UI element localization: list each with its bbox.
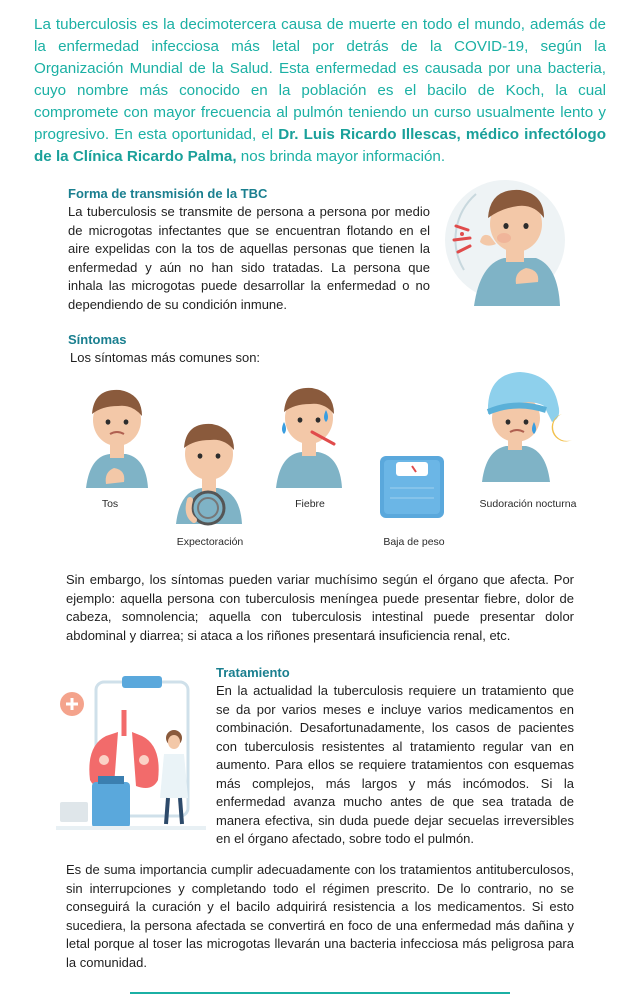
- symptom-label-fever: Fiebre: [295, 498, 325, 510]
- symptoms-body: Sin embargo, los síntomas pueden variar muchísimo según el órgano que afecta. Por ejemplo: aquella persona con tuberculosis meníngea puede presentar fiebre, dolor de cabeza, somnolencia; aquella con tuberculosis intestinal puede presentar dolor abdominal y diarrea; si ataca a los riñones presentará insuficiencia renal, etc.: [66, 572, 574, 643]
- symptoms-heading: Síntomas: [68, 332, 127, 347]
- symptom-label-weight-loss: Baja de peso: [383, 536, 445, 548]
- treatment-heading: Tratamiento: [216, 665, 290, 680]
- expectoration-icon: [172, 418, 246, 526]
- bottom-divider: [130, 992, 510, 994]
- intro-text-end: nos brinda mayor información.: [236, 148, 446, 165]
- symptom-label-cough: Tos: [101, 498, 119, 510]
- cough-icon: [80, 384, 154, 490]
- symptom-label-night-sweats: Sudoración nocturna: [479, 498, 577, 510]
- symptoms-lead: Los síntomas más comunes son:: [70, 350, 261, 365]
- coughing-boy-icon: [440, 172, 570, 308]
- fever-icon: [272, 382, 346, 490]
- symptom-label-expectoration: Expectoración: [176, 536, 244, 548]
- treatment-body: En la actualidad la tuberculosis requiere un tratamiento que se da por varios meses e incluye varios medicamentos en combinación. Desafortunadamente, los casos de pacientes con tuberculosis resistentes al tratamiento regular van en aumento. Para ellos se requiere tratamientos con esquemas más complejos, más largos y más incómodos. Si la enfermedad avanza mucho antes de que sea tratada de manera efectiva, sin duda puede dejar secuelas irreversibles en el órgano afectado, sobre todo el pulmón.: [216, 683, 574, 846]
- closing-paragraph: Es de suma importancia cumplir adecuadamente con los tratamientos antituberculosos, sin interrupciones y completando todo el régimen prescrito. De lo contrario, no se conseguirá la curación y el bacilo adquirirá resistencia a los medicamentos. Si esto sucediera, la persona afectada se convertirá en foco de una enfermedad más dañina y letal porque al toser las microgotas llevarán una bacteria infecciosa más peligrosa para la comunidad.: [66, 862, 574, 970]
- intro-paragraph: [34, 14, 606, 168]
- doctor-name: Dr. Luis Ricardo Illescas, médico infectólogo de la Clínica Ricardo Palma,: [34, 126, 606, 165]
- transmission-heading: Forma de transmisión de la TBC: [68, 186, 268, 201]
- intro-text: La tuberculosis es la decimotercera causa de muerte en todo el mundo, además de la enfermedad infecciosa más letal por detrás de la COVID-19, según la Organización Mundial de la Salud. Esta enfermedad es causada por una bacteria, cuyo nombre más conocido en la población es el bacilo de Koch, la cual compromete con mayor frecuencia al pulmón teniendo un curso usualmente lento y progresivo. En esta oportunidad, el: [34, 16, 606, 143]
- scale-icon: [378, 454, 446, 520]
- transmission-body: La tuberculosis se transmite de persona a persona por medio de microgotas infectantes que se encuentran flotando en el aire expelidas con la tos de aquellas personas que tienen la enfermedad y aún no han sido tratadas. La persona que inhala las microgotas puede desarrollar la enfermedad o no dependiendo de su condición inmune.: [68, 204, 430, 312]
- night-sweat-icon: [476, 366, 576, 484]
- treatment-illustration: [56, 676, 206, 832]
